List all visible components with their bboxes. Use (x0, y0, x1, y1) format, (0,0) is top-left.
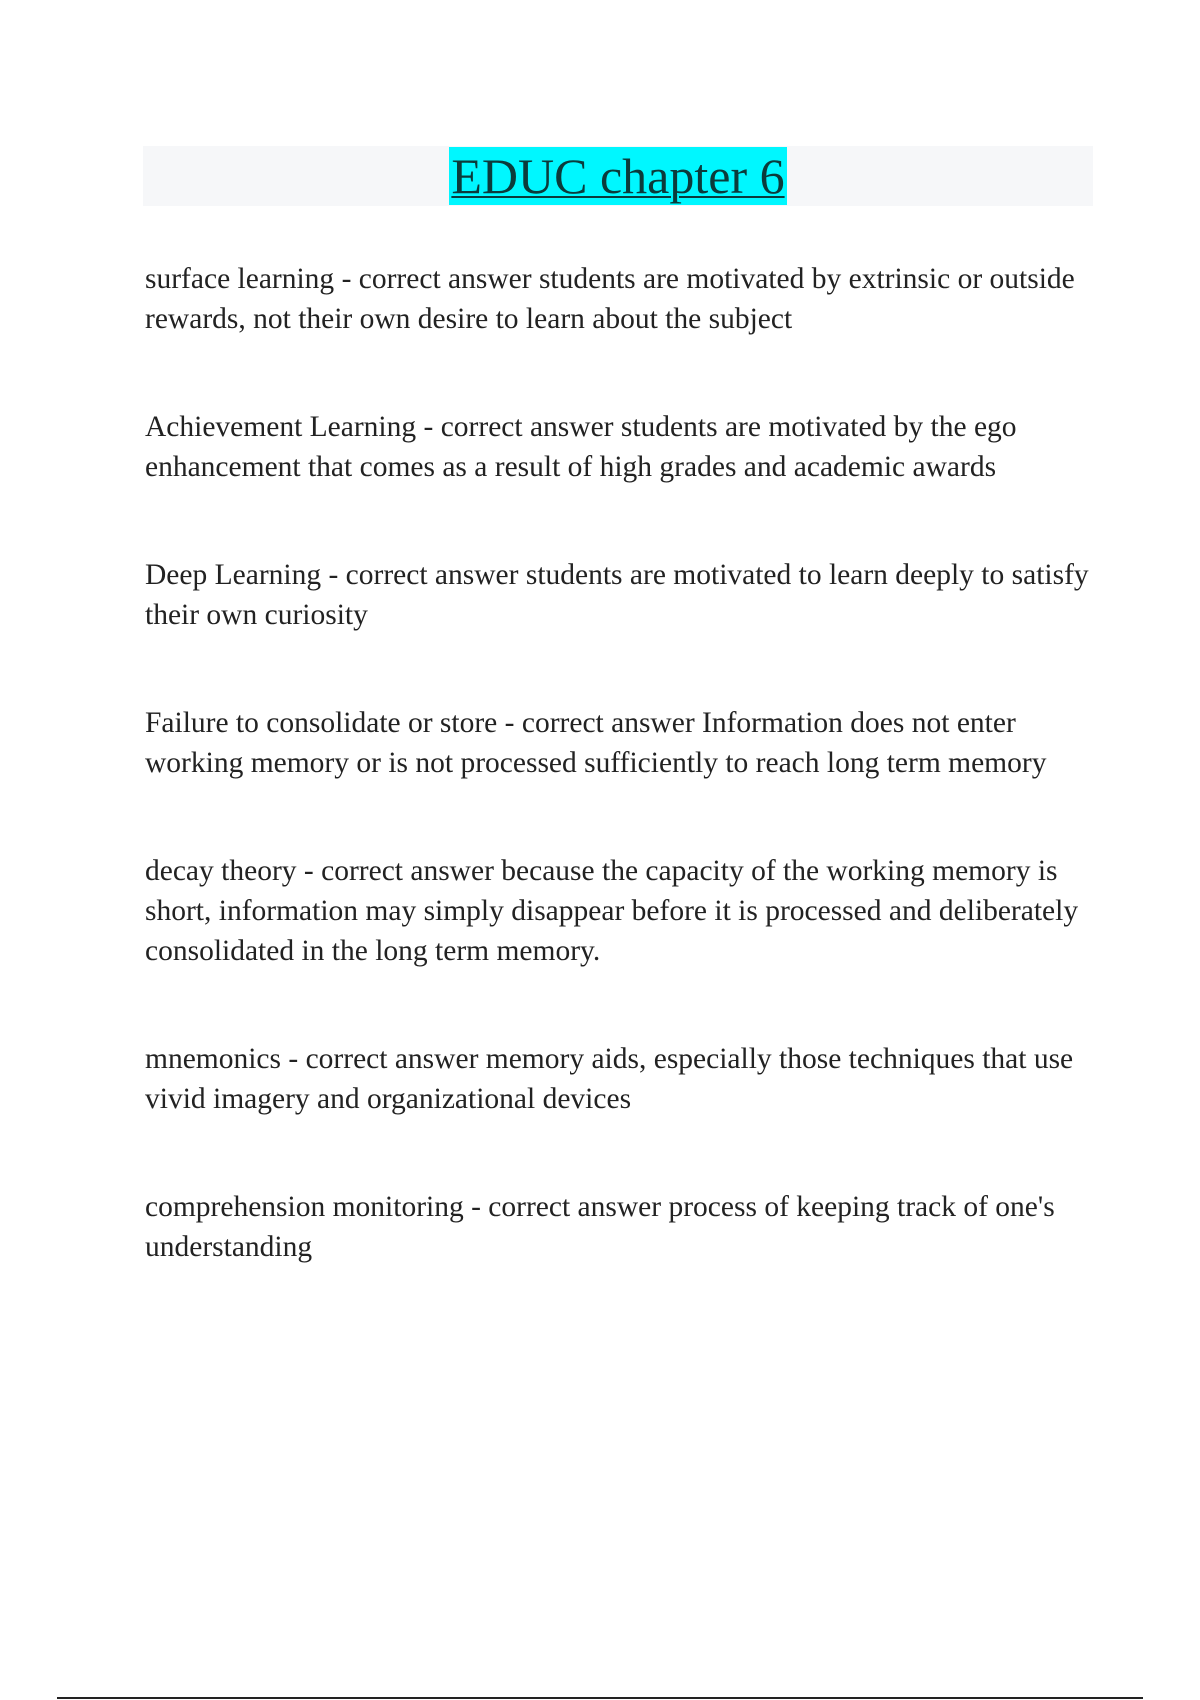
title-bar (143, 146, 1093, 206)
entry-term: comprehension monitoring (145, 1191, 464, 1223)
page-title: EDUC chapter 6 (451, 148, 785, 204)
flashcard-entry (145, 851, 1100, 971)
entry-term: Failure to consolidate or store (145, 707, 498, 739)
entry-definition: memory aids, especially those techniques that use vivid imagery and organizational devices (145, 1043, 1074, 1115)
entry-answer-label: correct answer (358, 263, 532, 295)
entry-term: decay theory (145, 855, 297, 887)
entry-answer-label: correct answer (321, 855, 494, 887)
flashcard-entry (145, 1039, 1100, 1119)
flashcard-entry (145, 259, 1100, 339)
entry-term: Achievement Learning (145, 411, 417, 443)
entry-separator: - (281, 1043, 306, 1075)
flashcard-entry (145, 407, 1100, 487)
entry-answer-label: correct answer (488, 1191, 662, 1223)
entry-definition: students are motivated by extrinsic or outside rewards, not their own desire to learn about the subject (145, 263, 1075, 335)
entry-definition: Information does not enter working memory or is not processed sufficiently to reach long term memory (145, 707, 1047, 779)
entry-definition: because the capacity of the working memory is short, information may simply disappear before it is processed and deliberately consolidated in the long term memory. (145, 855, 1079, 967)
entry-term: surface learning (145, 263, 335, 295)
entry-term: mnemonics (145, 1043, 282, 1075)
flashcard-entry (145, 703, 1100, 783)
entry-separator: - (296, 855, 322, 887)
entry-answer-label: correct answer (345, 559, 519, 591)
flashcard-entry (145, 1187, 1100, 1267)
entry-definition: students are motivated to learn deeply to satisfy their own curiosity (145, 559, 1089, 631)
entry-definition: process of keeping track of one's understanding (145, 1191, 1055, 1263)
entry-separator: - (334, 263, 359, 295)
entry-answer-label: correct answer (440, 411, 614, 443)
entry-separator: - (497, 707, 522, 739)
entry-definition: students are motivated by the ego enhancement that comes as a result of high grades and academic awards (145, 411, 1017, 483)
entry-separator: - (416, 411, 441, 443)
entry-separator: - (463, 1191, 489, 1223)
entry-separator: - (321, 559, 346, 591)
entry-answer-label: correct answer (305, 1043, 479, 1075)
bottom-divider (57, 1697, 1143, 1699)
flashcard-entry (145, 555, 1100, 635)
entry-answer-label: correct answer (521, 707, 695, 739)
entry-term: Deep Learning (145, 559, 322, 591)
flashcard-list (145, 259, 1100, 1267)
